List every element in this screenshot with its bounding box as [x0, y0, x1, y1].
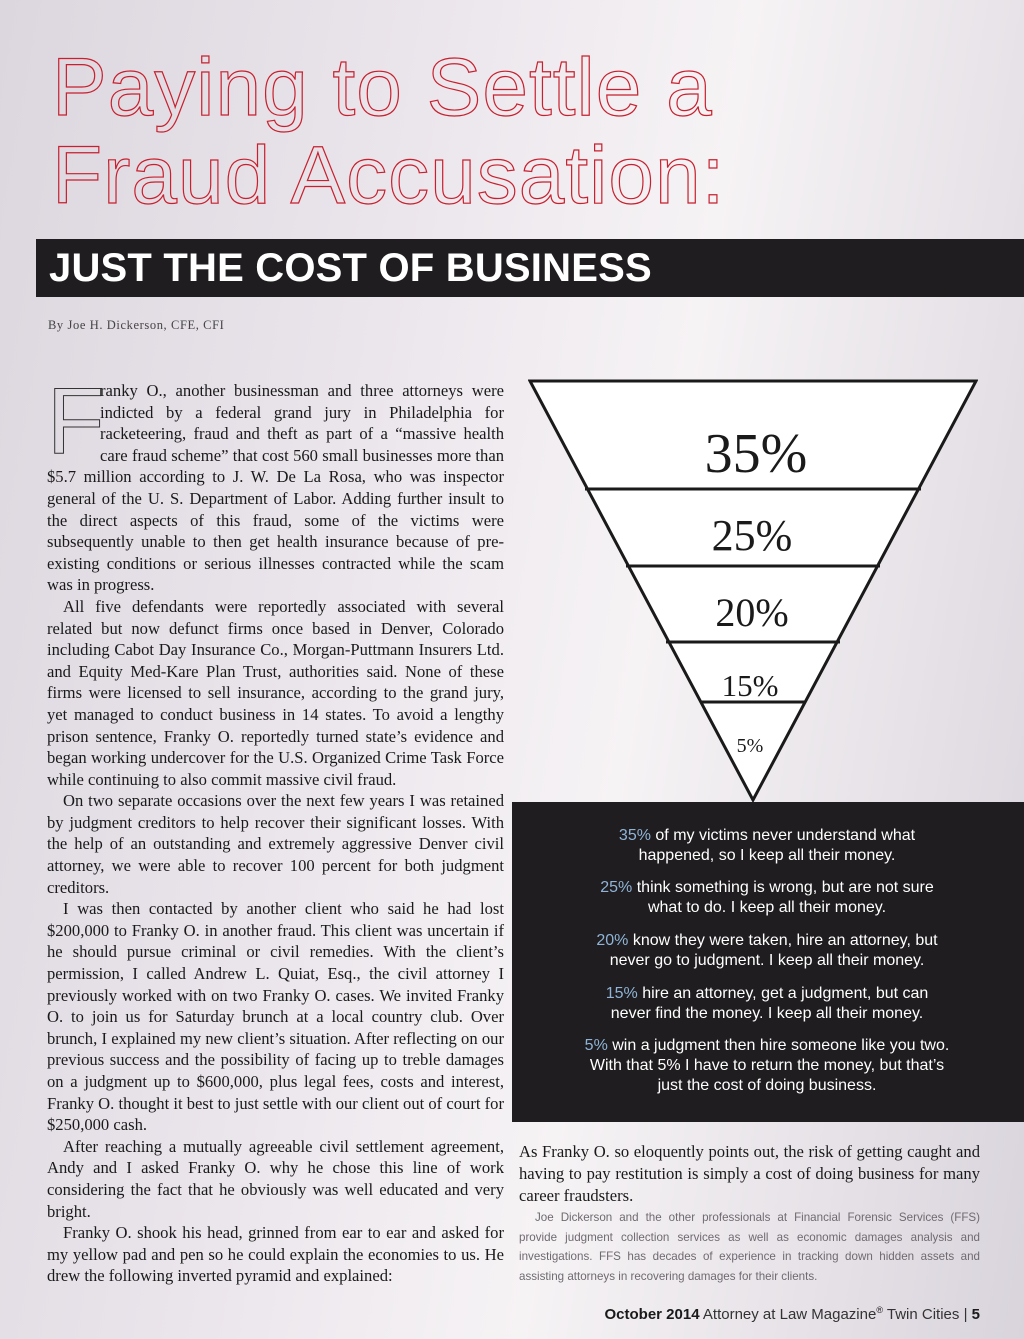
statement-5 [532, 1036, 1002, 1096]
inverted-pyramid-diagram [528, 378, 978, 803]
article-subtitle: JUST THE COST OF BUSINESS [49, 246, 652, 290]
article-body [47, 368, 504, 1287]
statement-text-2: happened, so I keep all their money. [638, 847, 896, 864]
byline: By Joe H. Dickerson, CFE, CFI [48, 318, 225, 332]
article-title [52, 44, 972, 220]
paragraph-3: On two separate occasions over the next few years I was retained by judgment creditors to help recover their significant losses. With the help of an outstanding and extremely aggressive Denver civil attorney, we were able to recover 100 percent for both judgment creditors. [47, 791, 504, 897]
title-line-2: Fraud Accusation: [52, 130, 726, 221]
statement-35 [532, 826, 1002, 866]
drop-cap: F [47, 368, 105, 473]
statement-text: know they were taken, hire an attorney, but [632, 932, 938, 949]
statement-text-2: With that 5% I have to return the money, but that’s [589, 1057, 945, 1074]
magazine-edition: Twin Cities [886, 1306, 960, 1323]
statement-pct: 35% [618, 827, 651, 844]
author-bio: Joe Dickerson and the other professionals at Financial Forensic Services (FFS) provide judgment collection services as well as economic damages analysis and investigations. FFS has decades of experience in tracking down hidden assets and assisting attorneys in recovering damages for their clients. [519, 1211, 980, 1283]
paragraph-4: I was then contacted by another client who said he had lost $200,000 to Franky O. in another fraud. This client was uncertain if he should pursue criminal or civil remedies. With the client’s permission, I called Andrew L. Quiat, Esq., the civil attorney I previously worked with on two Franky O. cases. We invited Franky O. to join us for Saturday brunch at a local country club. Over brunch, I explained my new client’s situation. After reflecting on our previous success and the possibility of facing up to treble damages on a judgment up to $600,000, plus legal fees, costs and interest, Franky O. thought it best to just settle with our client out of court for $250,000 cash. [47, 899, 504, 1135]
registered-mark: ® [876, 1305, 883, 1315]
statement-pct: 5% [584, 1037, 608, 1054]
statement-20 [532, 931, 1002, 971]
statement-text-2: never find the money. I keep all their money. [610, 1005, 924, 1022]
paragraph-5: After reaching a mutually agreeable civil settlement agreement, Andy and I asked Franky O. why he chose this line of work considering the fact that he obviously was well educated and very bright. [47, 1136, 504, 1221]
statement-pct: 25% [600, 879, 633, 896]
paragraph-1 [47, 368, 504, 596]
paragraph-6: Franky O. shook his head, grinned from ear to ear and asked for my yellow pad and pen so he could explain the economies to us. He drew the following inverted pyramid and explained: [47, 1223, 504, 1286]
pyramid-level-25: 25% [711, 511, 793, 560]
statement-text-3: just the cost of doing business. [657, 1077, 877, 1094]
statement-text: win a judgment then hire someone like you two. [612, 1037, 950, 1054]
paragraph-1-text: ranky O., another businessman and three attorneys were indicted by a federal grand jury in Philadelphia for racketeering, fraud and theft as part of a “massive health care fraud scheme” that cost 560 small businesses more than $5.7 million according to J. W. De La Rosa, who was inspector general of the U. S. Department of Labor. Adding further insult to the direct aspects of this fraud, some of the victims were subsequently unable to then get health insurance because of pre-existing conditions or serious illnesses contracted while the scam was in progress. [47, 381, 504, 595]
statement-pct: 20% [596, 932, 629, 949]
pyramid-level-15: 15% [721, 668, 779, 703]
title-line-1: Paying to Settle a [52, 42, 713, 133]
pyramid-level-5: 5% [736, 735, 764, 757]
statement-25 [532, 878, 1002, 918]
closing-paragraph: As Franky O. so eloquently points out, the risk of getting caught and having to pay restitution is simply a cost of doing business for many career fraudsters. [519, 1142, 980, 1205]
quote-box [512, 802, 1024, 1122]
subtitle-banner [36, 239, 1024, 297]
statement-text-2: what to do. I keep all their money. [647, 899, 887, 916]
page-number: 5 [971, 1306, 980, 1323]
paragraph-2: All five defendants were reportedly associated with several related but now defunct firms once based in Denver, Colorado including Cabot Day Insurance Co., Morgan-Puttmann Insurers Ltd. and Equity Med-Kare Plan Trust, authorities said. None of these firms were licensed to sell insurance, according to the grand jury, yet managed to conduct business in 14 states. To avoid a lengthy prison sentence, Franky O. reportedly turned state’s evidence and began working undercover for the U.S. Organized Crime Task Force while continuing to also commit massive civil fraud. [47, 596, 504, 789]
issue-date: October 2014 [604, 1306, 700, 1323]
page-footer [605, 1305, 981, 1323]
magazine-name: Attorney at Law Magazine [702, 1306, 877, 1323]
footer-separator: | [963, 1306, 968, 1323]
statement-text-2: never go to judgment. I keep all their money. [609, 952, 925, 969]
pyramid-level-35: 35% [704, 423, 808, 485]
statement-text: of my victims never understand what [655, 827, 916, 844]
statement-15 [532, 984, 1002, 1024]
statement-text: hire an attorney, get a judgment, but can [642, 985, 929, 1002]
pyramid-level-20: 20% [715, 590, 789, 635]
statement-pct: 15% [605, 985, 638, 1002]
statement-text: think something is wrong, but are not sure [636, 879, 934, 896]
